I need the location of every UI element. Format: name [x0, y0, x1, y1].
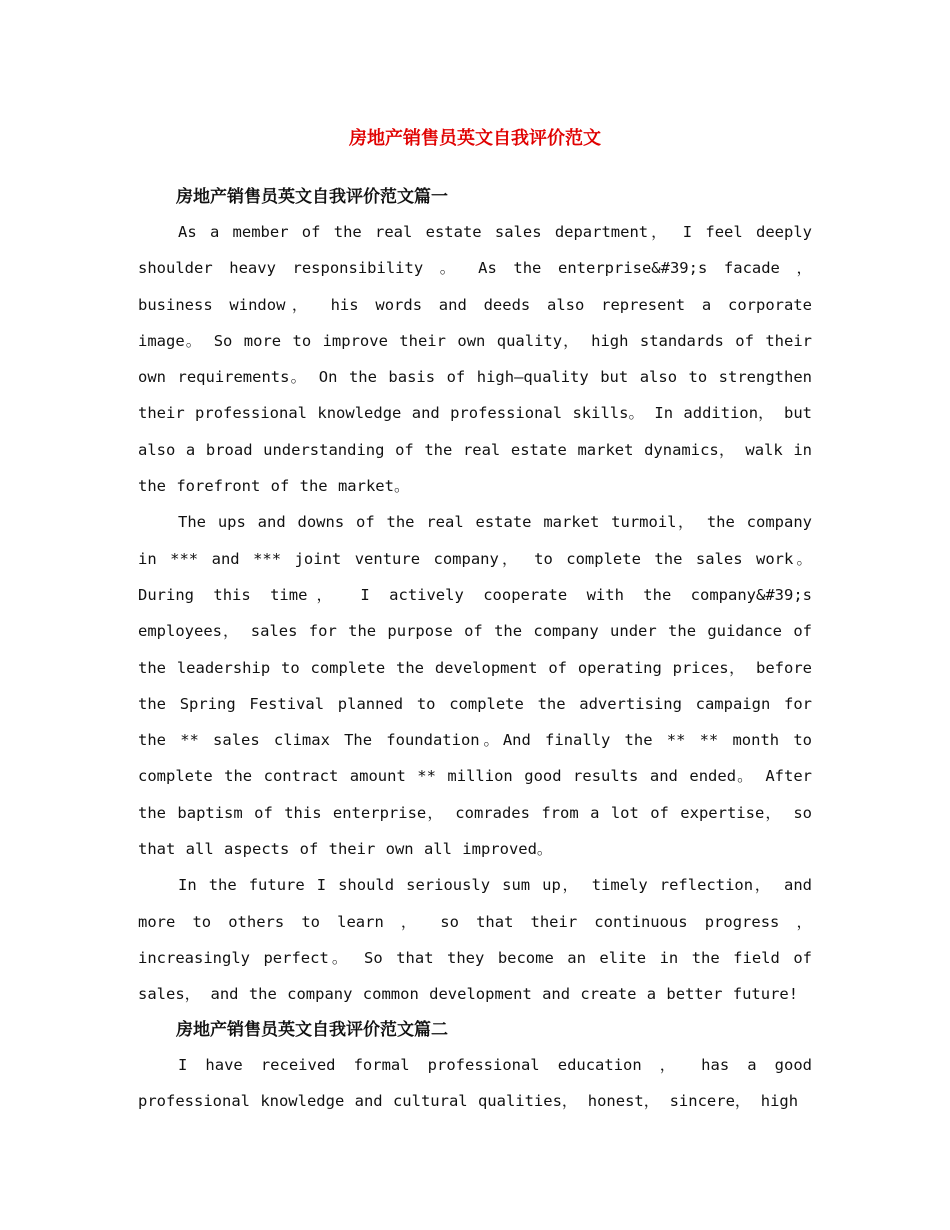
document-title: 房地产销售员英文自我评价范文 [349, 128, 601, 149]
paragraph: In the future I should seriously sum up， timely reflection， and more to others to learn ， so that their continuous progress ， increasingly perfect。 So that they become an elite in the field of sales， and the company common development and create a better future! [138, 876, 812, 1004]
section-heading-2: 房地产销售员英文自我评价范文篇二 [176, 1019, 448, 1040]
paragraph: The ups and downs of the real estate market turmoil， the company in *** and *** joint venture company， to complete the sales work。 During this time， I actively cooperate with the company&#39;s employees， sales for the purpose of the company under the guidance of the leadership to complete the development of operating prices， before the Spring Festival planned to complete the advertising campaign for the ** sales climax The foundation。And finally the ** ** month to complete the contract amount ** million good results and ended。 After the baptism of this enterprise， comrades from a lot of expertise， so that all aspects of their own all improved。 [138, 513, 812, 859]
section-heading-1: 房地产销售员英文自我评价范文篇一 [176, 187, 448, 207]
paragraph: As a member of the real estate sales department， I feel deeply shoulder heavy responsibility 。 As the enterprise&#39;s facade ， business window， his words and deeds also represent a corporate image。 So more to improve their own quality， high standards of their own requirements。 On the basis of high—quality but also to strengthen their professional knowledge and professional skills。 In addition， but also a broad understanding of the real estate market dynamics， walk in the forefront of the market。 [138, 223, 812, 496]
paragraph: I have received formal professional education ， has a good professional knowledge and cultural qualities， honest， sincere， high [138, 1055, 812, 1110]
document-body [138, 180, 812, 1119]
